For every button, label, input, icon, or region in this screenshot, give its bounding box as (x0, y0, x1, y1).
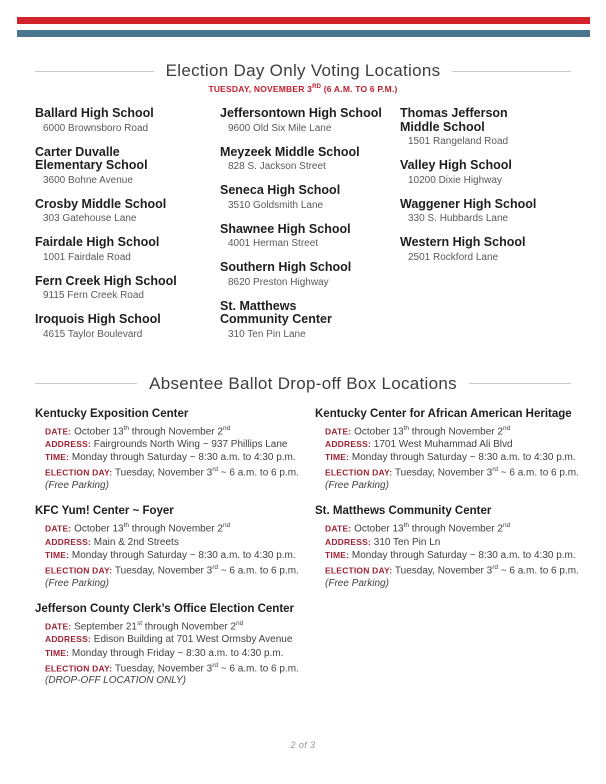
voting-column-2 (220, 107, 400, 352)
voting-location-address: 10200 Dixie Highway (408, 174, 502, 186)
dropoff-address-row: ADDRESS: 310 Ten Pin Ln (325, 536, 441, 548)
dropoff-location-name: KFC Yum! Center ~ Foyer (35, 505, 174, 518)
dropoff-election-day-row: ELECTION DAY: Tuesday, November 3rd ~ 6 a.m. to 6 p.m. (45, 466, 299, 479)
dropoff-location (35, 505, 315, 590)
voting-location-name: Southern High School (220, 260, 352, 274)
voting-location-address: 303 Gatehouse Lane (43, 213, 137, 224)
voting-location-address: 1001 Fairdale Road (43, 251, 131, 263)
time-label: TIME: (45, 647, 70, 658)
voting-location-address: 3600 Bohne Avenue (43, 174, 133, 186)
voting-location-address: 310 Ten Pin Lane (228, 328, 306, 340)
voting-location-address: 828 S. Jackson Street (228, 161, 326, 172)
dropoff-location (315, 408, 590, 493)
election-day-label: ELECTION DAY: (45, 565, 113, 576)
dropoff-location-note: (Free Parking) (45, 577, 109, 589)
voting-column-1 (35, 107, 220, 352)
dropoff-location-note: (Free Parking) (45, 479, 109, 491)
voting-location (400, 159, 590, 186)
voting-location (35, 146, 220, 186)
dropoff-address-row: ADDRESS: Edison Building at 701 West Ormsby Avenue (45, 634, 293, 646)
dropoff-time-row: TIME: Monday through Saturday ~ 8:30 a.m. to 4:30 p.m. (325, 452, 576, 464)
dropoff-location (35, 603, 315, 688)
voting-location (35, 236, 220, 263)
voting-location-name: Iroquois High School (35, 312, 161, 326)
voting-location (400, 236, 590, 263)
dropoff-time-row: TIME: Monday through Saturday ~ 8:30 a.m. to 4:30 p.m. (45, 452, 296, 464)
dropoff-address-row: ADDRESS: Fairgrounds North Wing ~ 937 Phillips Lane (45, 439, 288, 451)
voting-location-name: Western High School (400, 235, 526, 249)
voting-location-name: Jeffersontown High School (220, 106, 382, 120)
date-label: DATE: (45, 523, 72, 534)
dropoff-location-name: St. Matthews Community Center (315, 505, 492, 518)
dropoff-locations-grid (0, 394, 606, 701)
voting-location-address: 4615 Taylor Boulevard (43, 328, 143, 340)
dropoff-date-row: DATE: October 13th through November 2nd (45, 424, 231, 437)
dropoff-section-header (35, 374, 571, 394)
dropoff-location-name: Kentucky Center for African American Heritage (315, 407, 572, 420)
header-rule-left (35, 71, 154, 72)
dropoff-location (35, 408, 315, 493)
dropoff-address-row: ADDRESS: Main & 2nd Streets (45, 536, 179, 548)
voting-location (35, 275, 220, 302)
dropoff-election-day-row: ELECTION DAY: Tuesday, November 3rd ~ 6 a.m. to 6 p.m. (325, 564, 579, 577)
voting-location-address: 9600 Old Six Mile Lane (228, 122, 332, 134)
voting-location (220, 223, 400, 250)
voting-location (220, 184, 400, 211)
header-rule-right (469, 383, 571, 384)
dropoff-address-row: ADDRESS: 1701 West Muhammad Ali Blvd (325, 439, 513, 451)
voting-location-address: 9115 Fern Creek Road (43, 290, 144, 301)
voting-location (220, 261, 400, 288)
election-day-label: ELECTION DAY: (325, 565, 393, 576)
voting-location (220, 146, 400, 173)
voting-column-3 (400, 107, 590, 275)
voting-locations-grid (0, 94, 606, 352)
date-label: DATE: (325, 523, 352, 534)
voting-location (35, 313, 220, 340)
dropoff-election-day-row: ELECTION DAY: Tuesday, November 3rd ~ 6 a.m. to 6 p.m. (325, 466, 579, 479)
election-day-section-header (35, 61, 571, 81)
voting-location-name: St. Matthews Community Center (220, 298, 332, 326)
time-label: TIME: (325, 549, 350, 560)
voting-location-address: 8620 Preston Highway (228, 276, 329, 288)
voting-location (35, 107, 220, 134)
date-label: DATE: (45, 425, 72, 436)
dropoff-date-row: DATE: September 21st through November 2nd (45, 619, 244, 633)
address-label: ADDRESS: (45, 536, 91, 547)
election-day-label: ELECTION DAY: (45, 467, 113, 478)
date-label: DATE: (45, 621, 72, 632)
voting-location-name: Ballard High School (35, 106, 154, 120)
voting-location-address: 4001 Herman Street (228, 238, 319, 249)
time-label: TIME: (45, 452, 70, 463)
dropoff-section-title: Absentee Ballot Drop-off Box Locations (149, 373, 457, 393)
voting-location-name: Carter Duvalle Elementary School (35, 144, 148, 172)
time-label: TIME: (325, 452, 350, 463)
dropoff-location (315, 505, 590, 590)
dropoff-location-name: Jefferson County Clerk’s Office Election Center (35, 602, 295, 615)
dropoff-election-day-row: ELECTION DAY: Tuesday, November 3rd ~ 6 a.m. to 6 p.m. (45, 661, 299, 675)
dropoff-column-right (315, 408, 590, 603)
date-label: DATE: (325, 425, 352, 436)
dropoff-date-row: DATE: October 13th through November 2nd (325, 522, 511, 535)
voting-location-name: Crosby Middle School (35, 196, 167, 211)
address-label: ADDRESS: (45, 439, 91, 450)
voting-location-name: Fern Creek High School (35, 273, 177, 288)
voting-location-name: Meyzeek Middle School (220, 144, 360, 159)
dropoff-location-name: Kentucky Exposition Center (35, 407, 189, 420)
voting-location-name: Waggener High School (400, 196, 537, 211)
voting-location-name: Valley High School (400, 158, 512, 172)
voting-location-address: 3510 Goldsmith Lane (228, 199, 324, 211)
dropoff-time-row: TIME: Monday through Friday ~ 8:30 a.m. to 4:30 p.m. (45, 647, 284, 659)
voting-location-name: Fairdale High School (35, 235, 160, 249)
header-rule-right (452, 71, 571, 72)
page-number: 2 of 3 (290, 740, 316, 750)
election-day-subtitle: TUESDAY, NOVEMBER 3RD (6 A.M. TO 6 P.M.) (208, 84, 398, 94)
dropoff-location-note: (Free Parking) (325, 577, 389, 589)
election-day-section-title: Election Day Only Voting Locations (165, 61, 441, 80)
address-label: ADDRESS: (325, 439, 371, 450)
voting-location-name: Thomas Jefferson Middle School (400, 106, 508, 134)
voting-location-address: 330 S. Hubbards Lane (408, 213, 509, 224)
dropoff-location-note: (DROP-OFF LOCATION ONLY) (45, 675, 186, 687)
voting-location (220, 107, 400, 134)
voting-location (35, 198, 220, 225)
flag-stripe-red (17, 17, 590, 24)
voting-location (220, 300, 400, 340)
voting-location (400, 107, 590, 147)
voting-location-address: 2501 Rockford Lane (408, 251, 499, 263)
address-label: ADDRESS: (45, 634, 91, 645)
election-day-label: ELECTION DAY: (45, 663, 113, 674)
dropoff-time-row: TIME: Monday through Saturday ~ 8:30 a.m. to 4:30 p.m. (45, 549, 296, 561)
voting-location-address: 6000 Brownsboro Road (43, 122, 149, 134)
dropoff-date-row: DATE: October 13th through November 2nd (325, 424, 511, 437)
dropoff-location-note: (Free Parking) (325, 479, 389, 491)
header-rule-left (35, 383, 137, 384)
flag-stripe-blue (17, 30, 590, 37)
voting-location-name: Shawnee High School (220, 221, 351, 236)
voting-location-name: Seneca High School (220, 183, 341, 197)
dropoff-election-day-row: ELECTION DAY: Tuesday, November 3rd ~ 6 a.m. to 6 p.m. (45, 564, 299, 577)
time-label: TIME: (45, 549, 70, 560)
dropoff-date-row: DATE: October 13th through November 2nd (45, 522, 231, 535)
address-label: ADDRESS: (325, 536, 371, 547)
dropoff-column-left (35, 408, 315, 701)
voting-location-address: 1501 Rangeland Road (408, 136, 509, 147)
voting-location (400, 198, 590, 225)
dropoff-time-row: TIME: Monday through Saturday ~ 8:30 a.m. to 4:30 p.m. (325, 549, 576, 561)
election-day-label: ELECTION DAY: (325, 467, 393, 478)
